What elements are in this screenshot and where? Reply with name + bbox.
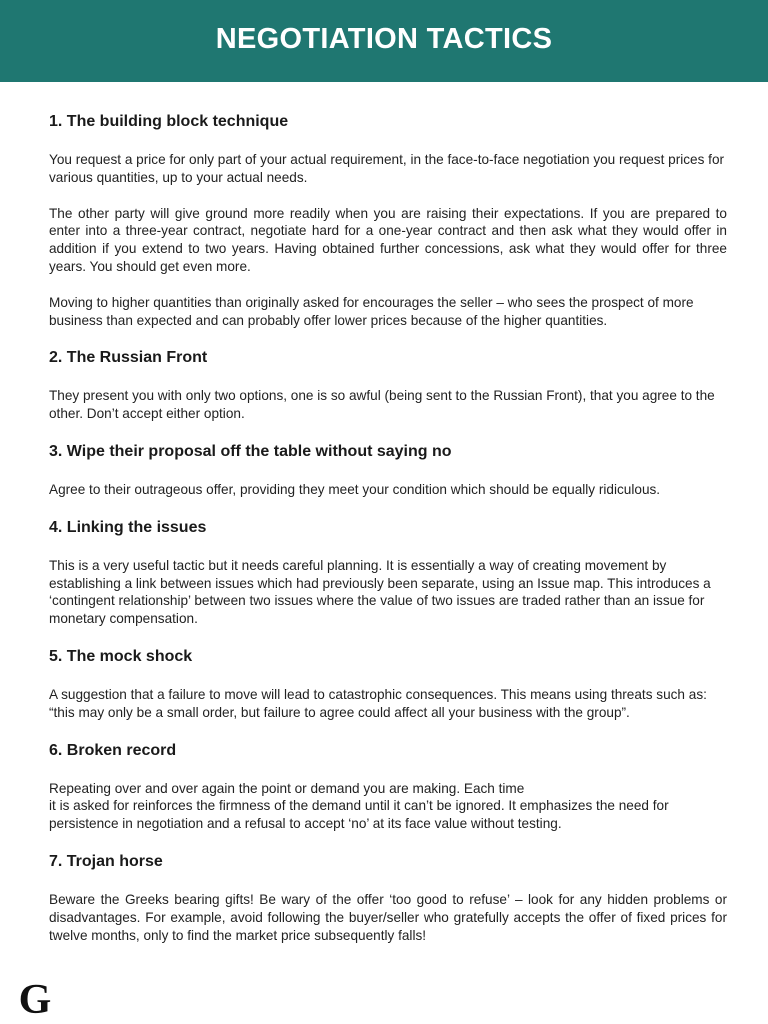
section-broken-record: [49, 741, 727, 833]
section-heading: 4. Linking the issues: [49, 518, 207, 536]
page-title: NEGOTIATION TACTICS: [215, 22, 553, 55]
section-mock-shock: [49, 647, 727, 722]
document-body: [49, 112, 727, 944]
section-paragraph: [49, 780, 727, 833]
section-linking-issues: [49, 518, 727, 628]
section-wipe-proposal: [49, 442, 727, 499]
section-trojan-horse: [49, 852, 727, 944]
section-heading: 5. The mock shock: [49, 647, 193, 665]
section-paragraph: The other party will give ground more readily when you are raising their expectations. If you are prepared to enter into a three-year contract, negotiate hard for a one-year contract and then ask what they would offer in addition if you extend to two years. Having obtained further concessions, ask what they would offer for three years. You should get even more.: [49, 205, 727, 274]
section-paragraph: Agree to their outrageous offer, providing they meet your condition which should be equally ridiculous.: [49, 481, 661, 497]
section-russian-front: [49, 348, 727, 423]
section-paragraph: Beware the Greeks bearing gifts! Be wary of the offer ‘too good to refuse’ – look for any hidden problems or disadvantages. For example, avoid following the buyer/seller who gratefully accepts the offer of fixed prices for twelve months, only to find the market price subsequently falls!: [49, 891, 727, 943]
section-paragraph: This is a very useful tactic but it needs careful planning. It is essentially a way of creating movement by establishing a link between issues which had previously been separate, using an Issue map. This introduces a ‘contingent relationship’ between two issues where the value of two issues are traded rather than an issue for monetary compensation.: [49, 557, 711, 627]
paragraph-line: it is asked for reinforces the firmness of the demand until it can’t be ignored. It emphasizes the need for persistence in negotiation and a refusal to accept ‘no’ at its face value without testing.: [49, 798, 669, 832]
section-paragraph: They present you with only two options, one is so awful (being sent to the Russian Front), that you agree to the other. Don’t accept either option.: [49, 388, 715, 422]
section-paragraph: You request a price for only part of your actual requirement, in the face-to-face negotiation you request prices for various quantities, up to your actual needs.: [49, 152, 725, 185]
section-heading: 7. Trojan horse: [49, 852, 163, 870]
section-heading: 3. Wipe their proposal off the table without saying no: [49, 442, 452, 460]
section-heading: 2. The Russian Front: [49, 349, 208, 367]
title-banner: [0, 0, 768, 82]
section-paragraph: A suggestion that a failure to move will lead to catastrophic consequences. This means using threats such as: “this may only be a small order, but failure to agree could affect all your business with the group”.: [49, 686, 707, 720]
svg-text:G: G: [18, 978, 52, 1018]
section-heading: 6. Broken record: [49, 741, 177, 759]
section-heading: 1. The building block technique: [49, 113, 289, 130]
section-building-block: [49, 112, 727, 329]
brand-g-logo-icon: [16, 978, 54, 1018]
paragraph-line: Repeating over and over again the point or demand you are making. Each time: [49, 780, 525, 796]
section-paragraph: Moving to higher quantities than originally asked for encourages the seller – who sees the prospect of more business than expected and can probably offer lower prices because of the higher quantities.: [49, 294, 694, 328]
